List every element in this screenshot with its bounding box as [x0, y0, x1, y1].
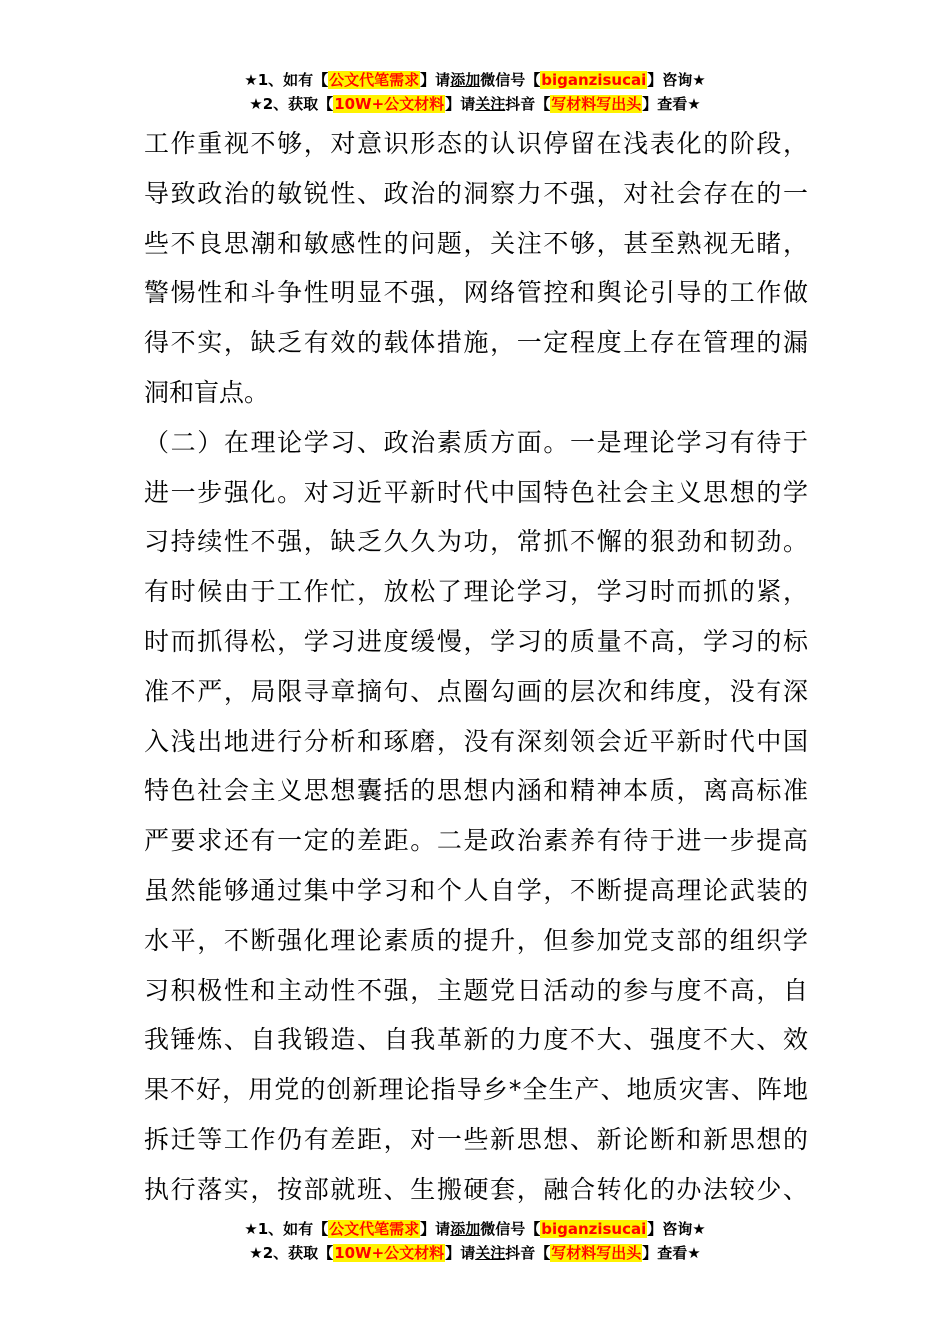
text-line: 习积极性和主动性不强，主题党日活动的参与度不高，自: [144, 975, 808, 1005]
banner-line-2: [0, 1241, 950, 1265]
text-line: 执行落实，按部就班、生搬硬套，融合转化的办法较少、: [144, 1174, 808, 1204]
banner-line-1: [0, 1217, 950, 1241]
header-banner: [0, 68, 950, 116]
text-line: 些不良思潮和敏感性的问题，关注不够，甚至熟视无睹，: [144, 228, 808, 258]
text-line: 拆迁等工作仍有差距，对一些新思想、新论断和新思想的: [144, 1124, 808, 1154]
footer-banner: [0, 1217, 950, 1265]
text-line: 严要求还有一定的差距。二是政治素养有待于进一步提高: [144, 826, 808, 856]
text-line: 工作重视不够，对意识形态的认识停留在浅表化的阶段，: [144, 129, 808, 158]
banner-text: 】查看★: [642, 1244, 701, 1262]
banner-text: 抖音【: [505, 95, 551, 113]
text-line: 得不实，缺乏有效的载体措施，一定程度上存在管理的漏: [144, 328, 808, 358]
banner-text: 】咨询★: [647, 71, 706, 89]
text-line: 准不严，局限寻章摘句、点圈勾画的层次和纬度，没有深: [144, 676, 808, 706]
banner-text: 】咨询★: [647, 1220, 706, 1238]
banner-text: 微信号【: [480, 1220, 541, 1238]
text-line: 习持续性不强，缺乏久久为功，常抓不懈的狠劲和韧劲。: [144, 527, 808, 557]
banner-highlight: 公文代笔需求: [329, 71, 420, 89]
banner-emphasis: 关注: [475, 1244, 506, 1262]
document-body: [144, 119, 808, 1215]
text-line: （二）在理论学习、政治素质方面。一是理论学习有待于: [144, 427, 808, 457]
banner-emphasis: 添加: [450, 71, 481, 89]
banner-text: 微信号【: [480, 71, 541, 89]
text-line: 水平，不断强化理论素质的提升，但参加党支部的组织学: [144, 925, 808, 955]
text-line: 有时候由于工作忙，放松了理论学习，学习时而抓的紧，: [144, 577, 808, 607]
banner-highlight: 10W+公文材料: [334, 95, 445, 113]
text-line: 洞和盲点。: [144, 377, 270, 407]
banner-text: 抖音【: [505, 1244, 551, 1262]
banner-highlight: biganzisucai: [541, 71, 647, 89]
text-line: 特色社会主义思想囊括的思想内涵和精神本质，离高标准: [144, 776, 808, 806]
banner-text: ★1、如有【: [244, 71, 329, 89]
banner-highlight: 写材料写出头: [551, 95, 642, 113]
banner-line-1: [0, 68, 950, 92]
banner-highlight: 10W+公文材料: [334, 1244, 445, 1262]
banner-text: 】请: [445, 95, 476, 113]
banner-highlight: biganzisucai: [541, 1220, 647, 1238]
banner-emphasis: 关注: [475, 95, 506, 113]
banner-line-2: [0, 92, 950, 116]
text-line: 警惕性和斗争性明显不强，网络管控和舆论引导的工作做: [144, 278, 808, 308]
text-line: 时而抓得松，学习进度缓慢，学习的质量不高，学习的标: [144, 626, 808, 656]
banner-text: 】请: [445, 1244, 476, 1262]
banner-text: ★2、获取【: [249, 1244, 334, 1262]
text-line: 入浅出地进行分析和琢磨，没有深刻领会近平新时代中国: [144, 726, 808, 756]
banner-text: ★1、如有【: [244, 1220, 329, 1238]
text-line: 进一步强化。对习近平新时代中国特色社会主义思想的学: [144, 477, 808, 507]
text-line: 虽然能够通过集中学习和个人自学，不断提高理论武装的: [144, 875, 808, 905]
text-line: 果不好，用党的创新理论指导乡*全生产、地质灾害、阵地: [144, 1075, 808, 1105]
text-line: 导致政治的敏锐性、政治的洞察力不强，对社会存在的一: [144, 178, 808, 208]
banner-text: ★2、获取【: [249, 95, 334, 113]
banner-text: 】请: [420, 1220, 451, 1238]
text-line: 我锤炼、自我锻造、自我革新的力度不大、强度不大、效: [144, 1025, 808, 1055]
banner-highlight: 公文代笔需求: [329, 1220, 420, 1238]
banner-text: 】查看★: [642, 95, 701, 113]
banner-highlight: 写材料写出头: [551, 1244, 642, 1262]
banner-text: 】请: [420, 71, 451, 89]
banner-emphasis: 添加: [450, 1220, 481, 1238]
